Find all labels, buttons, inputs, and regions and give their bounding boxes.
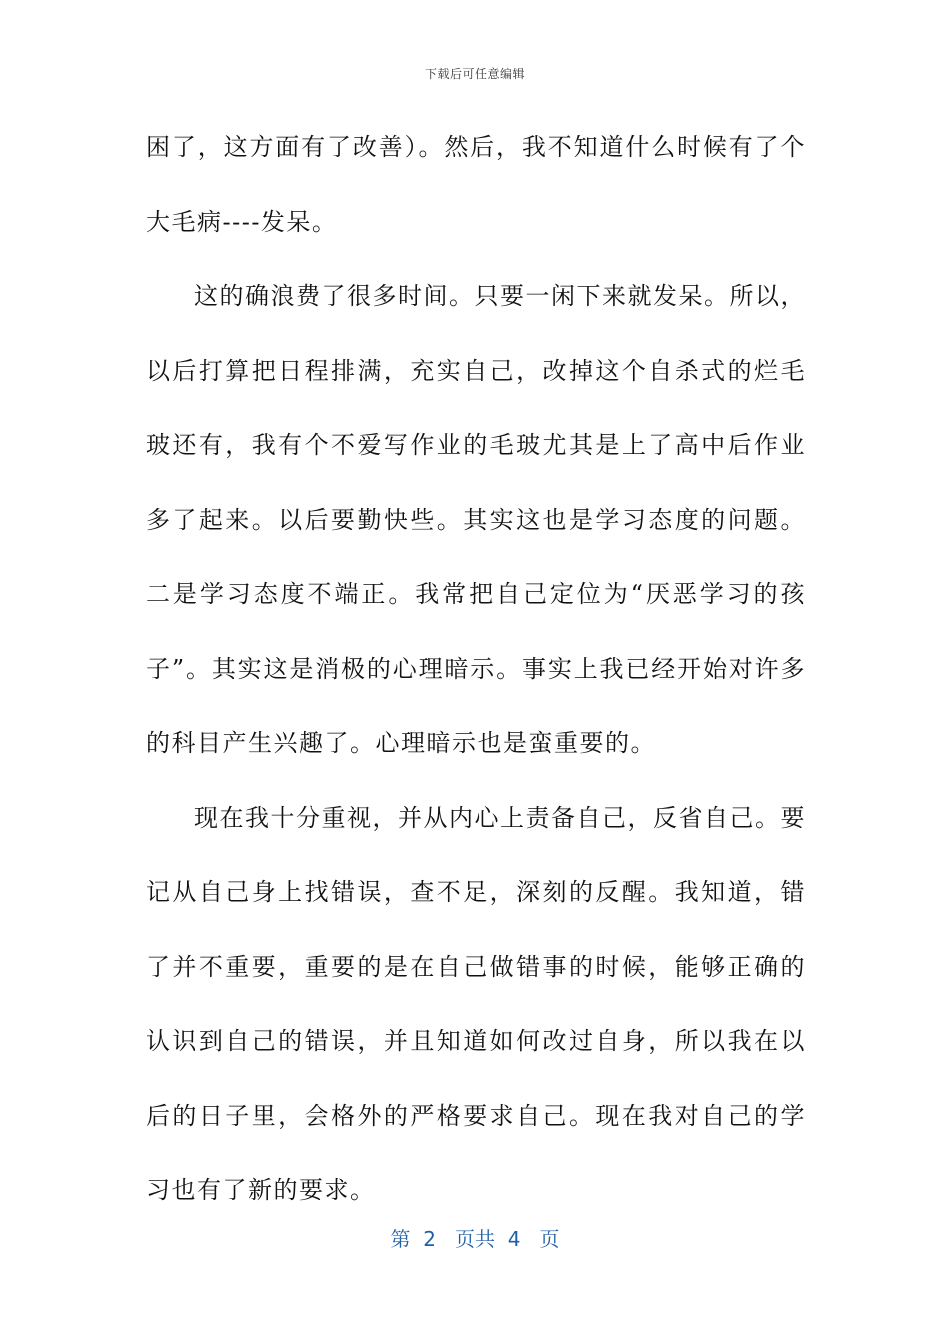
- paragraph: 现在我十分重视，并从内心上责备自己，反省自己。要记从自己身上找错误，查不足，深刻的反醒。我知道，错了并不重要，重要的是在自己做错事的时候，能够正确的认识到自己的错误，并且知道如何改过自身，所以我在以后的日子里，会格外的严格要求自己。现在我对自己的学习也有了新的要求。: [146, 803, 806, 1204]
- paragraph-continuation: 困了，这方面有了改善）。然后，我不知道什么时候有了个大毛病----发呆。: [146, 133, 806, 236]
- document-body: [146, 110, 806, 1228]
- paragraph: 这的确浪费了很多时间。只要一闲下来就发呆。所以，以后打算把日程排满，充实自己，改掉这个自杀式的烂毛玻还有，我有个不爱写作业的毛玻尤其是上了高中后作业多了起来。以后要勤快些。其实这也是学习态度的问题。二是学习态度不端正。我常把自己定位为“厌恶学习的孩子”。其实这是消极的心理暗示。事实上我已经开始对许多的科目产生兴趣了。心理暗示也是蛮重要的。: [146, 282, 806, 757]
- page-header-note: 下载后可任意编辑: [424, 67, 525, 81]
- page-number-footer: 第 2 页共 4 页: [390, 1227, 560, 1251]
